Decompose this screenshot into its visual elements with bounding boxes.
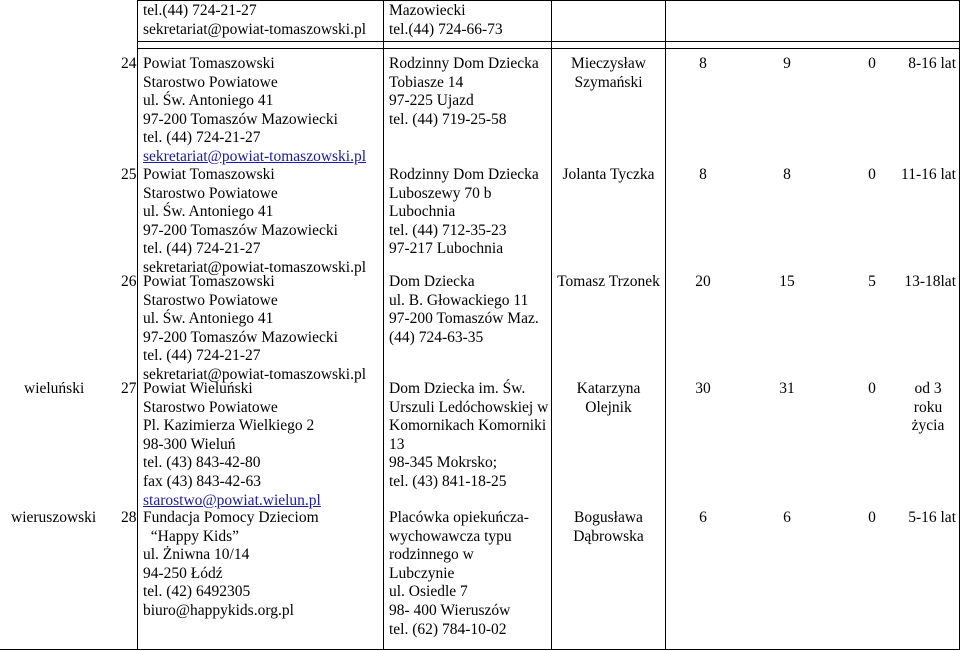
row-27-age: od 3 roku życia [911,380,945,435]
top-phone-2: tel.(44) 724-66-73 [389,20,503,38]
row-25-count-c: 0 [868,166,876,183]
row-24-facility: Rodzinny Dom Dziecka Tobiasze 14 97-225 Ujazd tel. (44) 719-25-58 [389,55,539,128]
row-28-email: biuro@happykids.org.pl [143,601,294,619]
row-24-count-c: 0 [868,55,876,72]
row-28-facility: Placówka opiekuńcza- wychowawcza typu rodzinnego w Lubczynie ul. Osiedle 7 98- 400 Wieruszów tel. (62) 784-10-02 [389,509,529,638]
row-24-age: 8-16 lat [908,55,956,72]
row-25-count-b: 8 [783,166,791,183]
row-28-number: 28 [121,509,137,526]
row-25-facility: Rodzinny Dom Dziecka Luboszewy 70 b Lubochnia tel. (44) 712-35-23 97-217 Lubochnia [389,166,539,258]
row-27-organizer: Powiat Wieluński Starostwo Powiatowe Pl. Kazimierza Wielkiego 2 98-300 Wieluń tel. (43) 843-42-80 fax (43) 843-42-63 starostwo@powiat.wielun.pl [143,380,321,509]
row-24-count-b: 9 [783,55,791,72]
row-24-number: 24 [121,55,137,72]
row-26-director: Tomasz Trzonek [557,273,660,290]
row-27-number: 27 [121,380,137,397]
row-27-director: Katarzyna Olejnik [576,380,641,416]
row-27-count-a: 30 [695,380,711,397]
row-28-count-a: 6 [699,509,707,526]
row-27-facility: Dom Dziecka im. Św. Urszuli Ledóchowskiej w Komornikach Komorniki 13 98-345 Mokrsko; tel. (43) 841-18-25 [389,380,549,490]
row-28-count-b: 6 [783,509,791,526]
top-mid-cell [389,2,503,39]
top-email: sekretariat@powiat-tomaszowski.pl [143,20,367,38]
row-26-count-a: 20 [695,273,711,290]
row-26-count-c: 5 [868,273,876,290]
row-25-director: Jolanta Tyczka [562,166,655,183]
top-left-cell [143,2,366,39]
row-26-number: 26 [121,273,137,290]
row-26-facility: Dom Dziecka ul. B. Głowackiego 11 97-200 Tomaszów Maz. (44) 724-63-35 [389,273,539,346]
row-25-count-a: 8 [699,166,707,183]
row-27-count-c: 0 [868,380,876,397]
top-phone: tel.(44) 724-21-27 [143,2,257,19]
row-24-count-a: 8 [699,55,707,72]
row-27-district: wieluński [24,380,85,397]
row-25-number: 25 [121,166,137,183]
row-26-organizer: Powiat Tomaszowski Starostwo Powiatowe ul. Św. Antoniego 41 97-200 Tomaszów Mazowiecki tel. (44) 724-21-27 sekretariat@powiat-tomaszowski.pl [143,273,367,383]
row-25-organizer: Powiat Tomaszowski Starostwo Powiatowe ul. Św. Antoniego 41 97-200 Tomaszów Mazowiecki tel. (44) 724-21-27 sekretariat@powiat-tomaszowski.pl [143,166,367,276]
row-24-organizer: Powiat Tomaszowski Starostwo Powiatowe ul. Św. Antoniego 41 97-200 Tomaszów Mazowiecki tel. (44) 724-21-27 sekretariat@powiat-tomaszowski.pl [143,55,367,165]
row-26-email: sekretariat@powiat-tomaszowski.pl [143,365,367,383]
row-27-email-link[interactable]: starostwo@powiat.wielun.pl [143,491,321,509]
row-25-age: 11-16 lat [901,166,956,183]
row-25-email: sekretariat@powiat-tomaszowski.pl [143,258,367,276]
row-28-count-c: 0 [868,509,876,526]
row-28-director: Bogusława Dąbrowska [573,509,644,545]
row-26-count-b: 15 [779,273,795,290]
top-city: Mazowiecki [389,2,466,19]
row-28-district: wieruszowski [11,509,97,526]
row-26-age: 13-18lat [904,273,956,290]
row-28-age: 5-16 lat [908,509,956,526]
row-24-director: Mieczysław Szymański [571,55,646,91]
row-27-count-b: 31 [779,380,795,397]
row-28-organizer: Fundacja Pomocy Dzieciom “Happy Kids” ul. Żniwna 10/14 94-250 Łódź tel. (42) 6492305 biuro@happykids.org.pl [143,509,319,619]
row-24-email-link[interactable]: sekretariat@powiat-tomaszowski.pl [143,147,367,165]
